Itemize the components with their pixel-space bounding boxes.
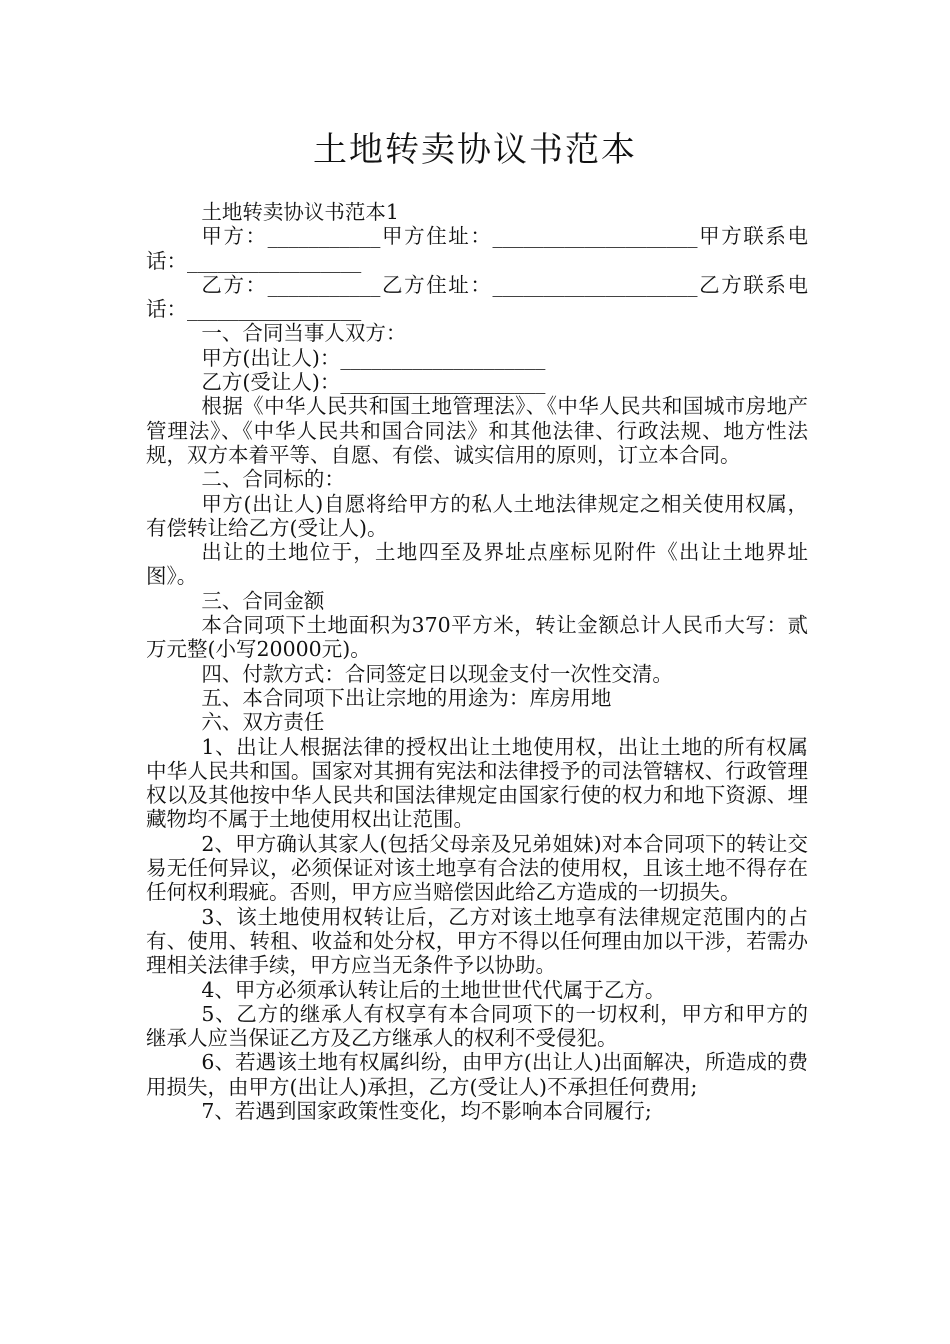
land-use-paragraph: 五、本合同项下出让宗地的用途为：库房用地	[201, 685, 612, 710]
clause-paragraph: 6、若遇该土地有权属纠纷，由甲方(出让人)出面解决，所造成的费用损失，由甲方(出让人)承担，乙方(受让人)不承担任何费用;	[146, 1050, 808, 1099]
party-a-info-paragraph: 甲方：___________甲方住址：____________________甲方联系电话：_________________	[146, 224, 808, 273]
transferee-paragraph: 乙方(受让人)：____________________	[201, 370, 546, 395]
section-heading: 二、合同标的：	[201, 467, 345, 492]
clause-paragraph: 4、甲方必须承认转让后的土地世世代代属于乙方。	[201, 977, 666, 1002]
legal-basis-paragraph: 根据《中华人民共和国土地管理法》、《中华人民共和国城市房地产管理法》、《中华人民共和国合同法》和其他法律、行政法规、地方性法规，双方本着平等、自愿、有偿、诚实信用的原则，订立本合同。	[146, 394, 808, 467]
subtitle-paragraph: 土地转卖协议书范本1	[201, 200, 399, 224]
amount-paragraph: 本合同项下土地面积为370平方米，转让金额总计人民币大写：贰万元整(小写20000元)。	[146, 613, 808, 662]
clause-paragraph: 2、甲方确认其家人(包括父母亲及兄弟姐妹)对本合同项下的转让交易无任何异议，必须保证对该土地享有合法的使用权，且该土地不得存在任何权利瑕疵。否则，甲方应当赔偿因此给乙方造成的一切损失。	[146, 831, 808, 905]
clause-paragraph: 7、若遇到国家政策性变化，均不影响本合同履行;	[201, 1098, 652, 1123]
clause-paragraph: 1、出让人根据法律的授权出让土地使用权，出让土地的所有权属中华人民共和国。国家对其拥有宪法和法律授予的司法管辖权、行政管理权以及其他按中华人民共和国法律规定由国家行使的权力和地下资源、埋藏物均不属于土地使用权出让范围。	[146, 734, 808, 832]
transferor-paragraph: 甲方(出让人)：____________________	[201, 345, 546, 370]
clause-paragraph: 5、乙方的继承人有权享有本合同项下的一切权利，甲方和甲方的继承人应当保证乙方及乙方继承人的权利不受侵犯。	[146, 1001, 808, 1051]
document-body	[146, 200, 808, 1123]
party-b-info-paragraph: 乙方：___________乙方住址：____________________乙方联系电话：_________________	[146, 272, 808, 322]
payment-paragraph: 四、付款方式：合同签定日以现金支付一次性交清。	[201, 661, 673, 686]
clause-paragraph: 3、该土地使用权转让后，乙方对该土地享有法律规定范围内的占有、使用、转租、收益和处分权，甲方不得以任何理由加以干涉，若需办理相关法律手续，甲方应当无条件予以协助。	[146, 904, 808, 978]
subject-paragraph: 甲方(出让人)自愿将给甲方的私人土地法律规定之相关使用权属，有偿转让给乙方(受让人)。	[146, 491, 808, 540]
section-heading: 一、合同当事人双方：	[201, 321, 407, 346]
land-location-paragraph: 出让的土地位于，土地四至及界址点座标见附件《出让土地界址图》。	[146, 540, 808, 589]
section-heading: 三、合同金额	[201, 588, 325, 613]
document-title: 土地转卖协议书范本	[313, 130, 637, 170]
section-heading: 六、双方责任	[201, 710, 325, 735]
